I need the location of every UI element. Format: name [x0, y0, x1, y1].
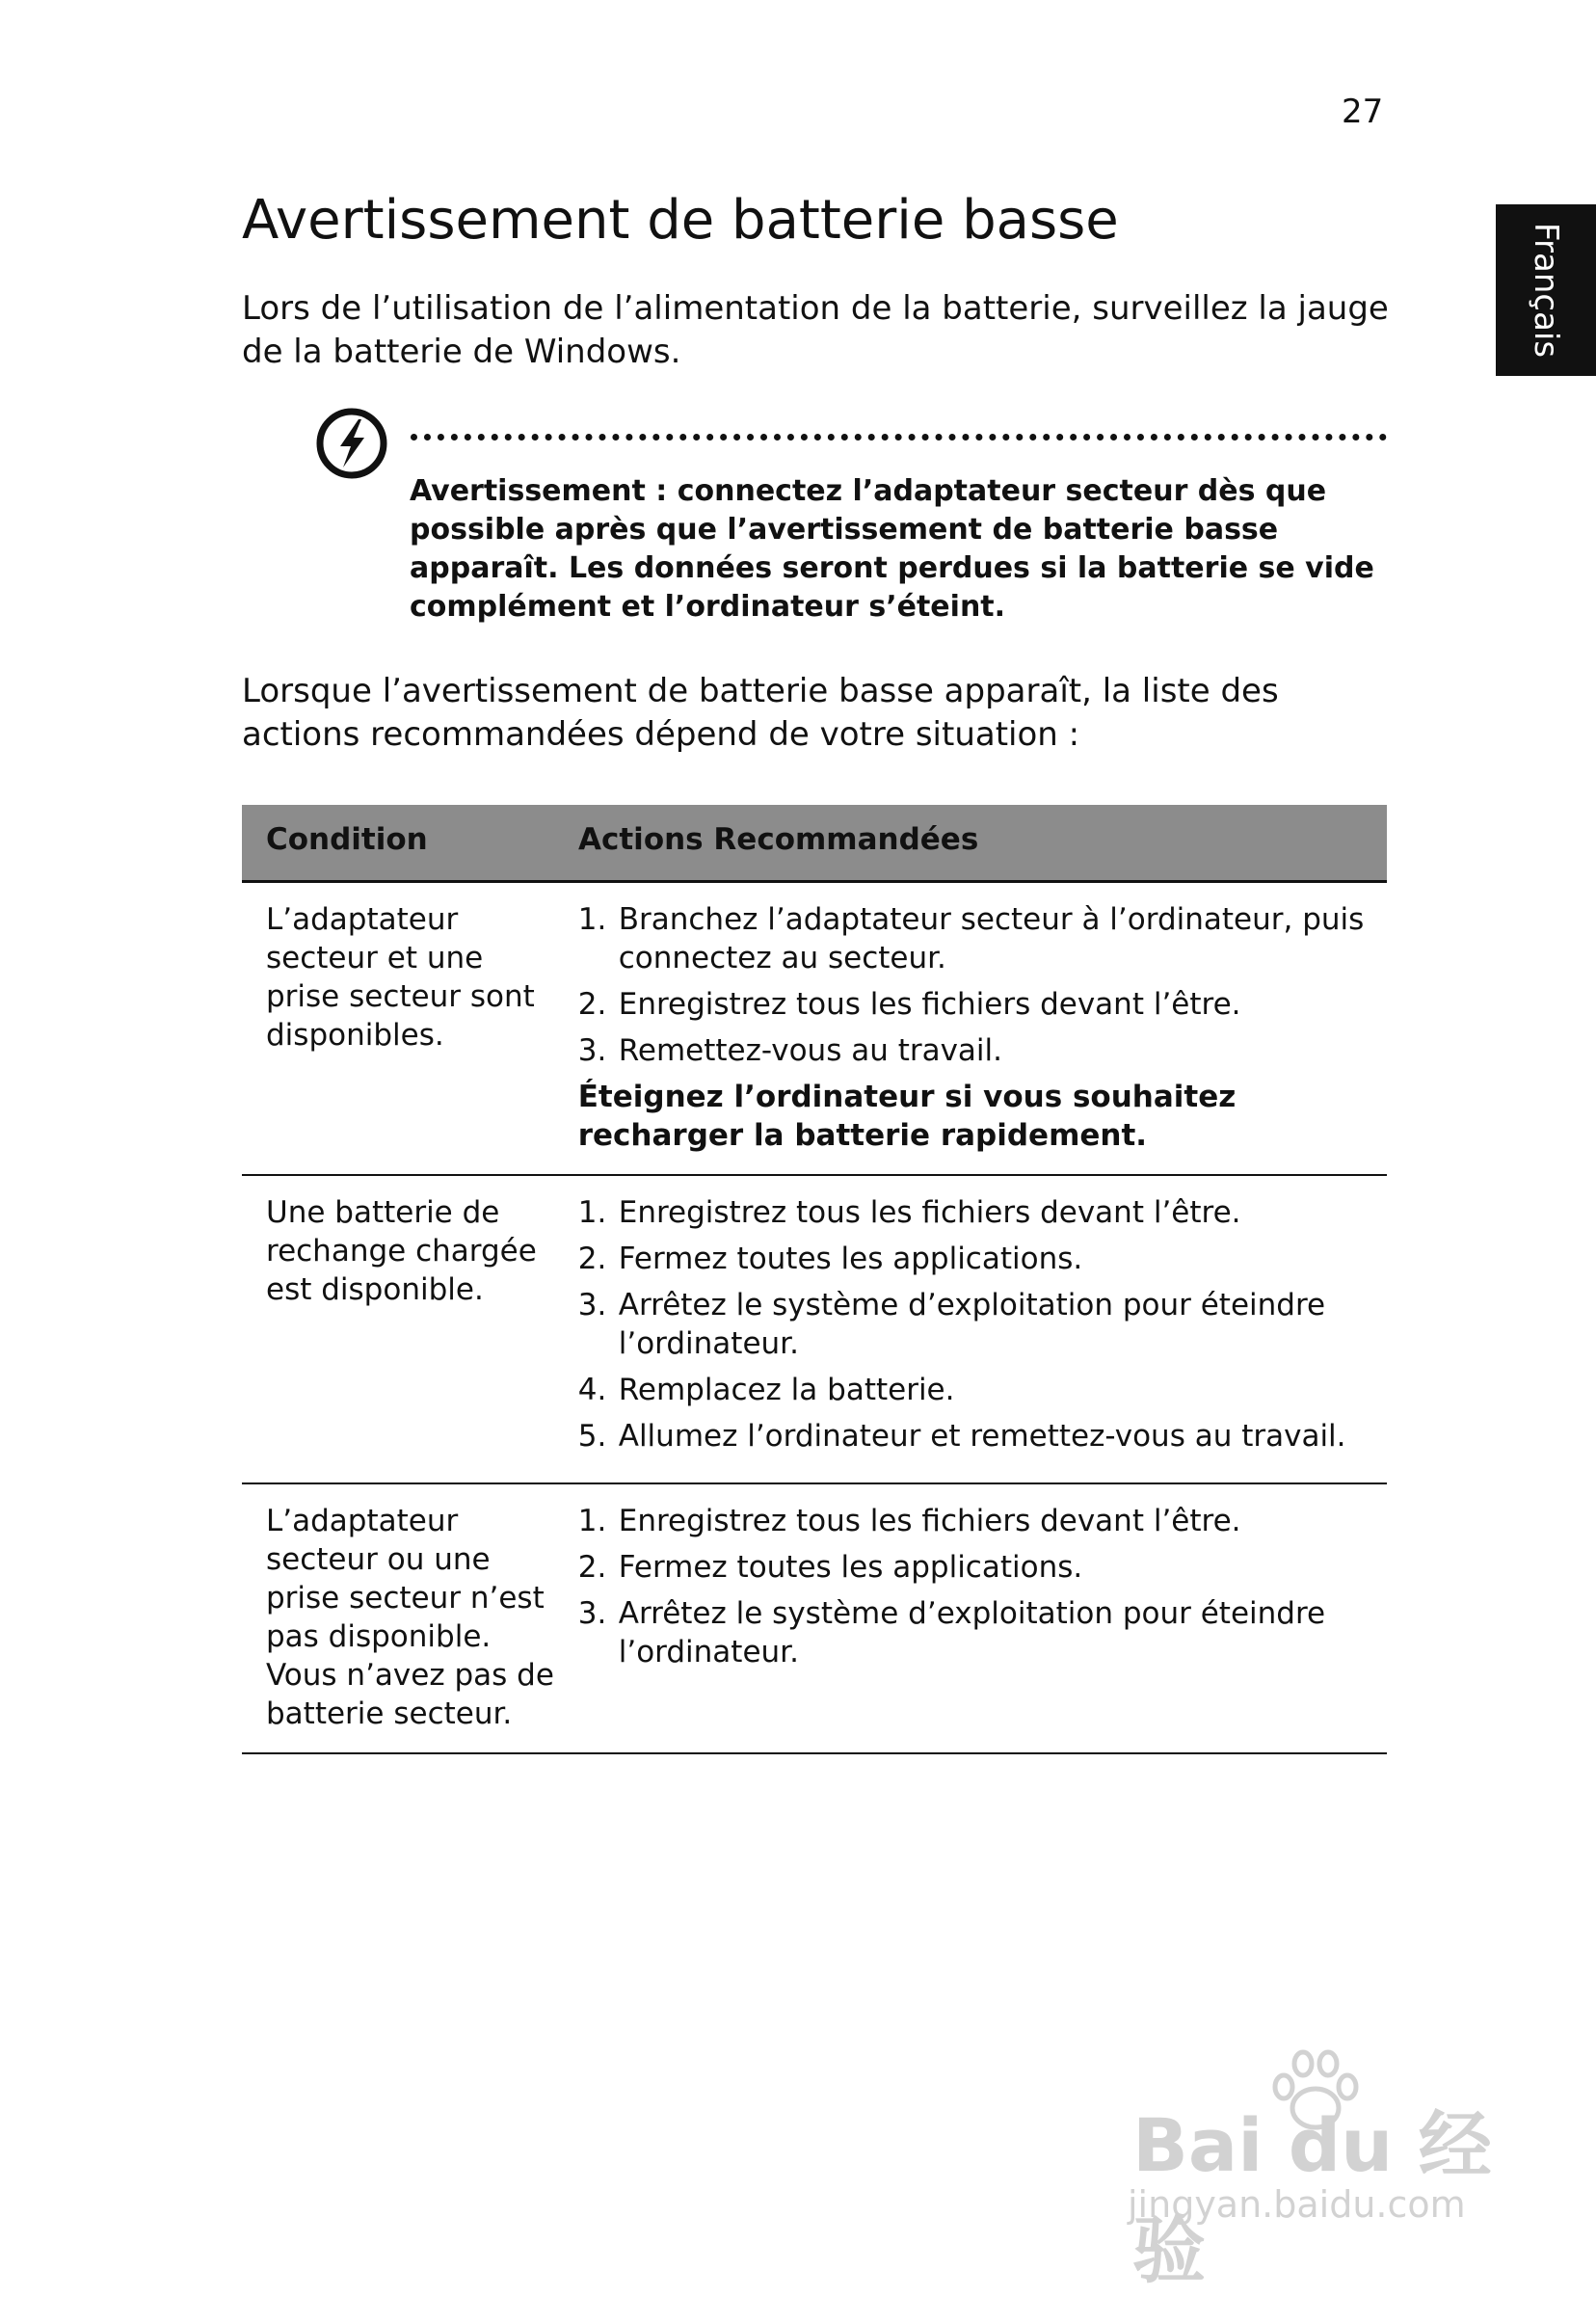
actions-table — [242, 805, 1387, 1754]
language-tab — [1496, 204, 1596, 376]
item-number: 2. — [577, 1550, 607, 1585]
item-number: 2. — [577, 1242, 607, 1276]
list-item — [578, 900, 1387, 977]
item-text: Allumez l’ordinateur et remettez-vous au travail. — [618, 1419, 1346, 1454]
item-text: Arrêtez le système d’exploitation pour éteindre l’ordinateur. — [618, 1596, 1326, 1669]
item-text: Enregistrez tous les fichiers devant l’être. — [618, 1195, 1241, 1230]
table-row — [242, 1484, 1387, 1754]
list-item — [578, 1371, 1387, 1409]
list-item — [578, 1502, 1387, 1540]
actions-cell — [555, 883, 1387, 1174]
condition-cell: Une batterie de rechange chargée est disponible. — [266, 1195, 537, 1307]
page-number: 27 — [1342, 93, 1384, 131]
list-item — [578, 985, 1387, 1024]
watermark-brand: Bai du 经验 — [1132, 2102, 1492, 2293]
condition-cell: L’adaptateur secteur et une prise secteur sont disponibles. — [266, 902, 535, 1053]
lead-paragraph: Lorsque l’avertissement de batterie basse apparaît, la liste des actions recommandées dépend de votre situation : — [242, 672, 1279, 754]
list-item — [578, 1193, 1387, 1232]
header-condition: Condition — [266, 822, 428, 857]
list-item — [578, 1031, 1387, 1070]
header-actions: Actions Recommandées — [578, 822, 979, 857]
item-number: 3. — [577, 1033, 607, 1068]
item-number: 4. — [577, 1373, 607, 1407]
item-number: 1. — [577, 902, 607, 937]
item-text: Arrêtez le système d’exploitation pour éteindre l’ordinateur. — [618, 1288, 1326, 1361]
list-item — [578, 1548, 1387, 1587]
list-item — [578, 1594, 1387, 1671]
item-number: 3. — [577, 1288, 607, 1322]
warning-text: Avertissement : connectez l’adaptateur secteur dès que possible après que l’avertissement de batterie basse apparaît. Les données seront perdues si la batterie se vide complément et l’ordinateur s’éteint. — [410, 474, 1374, 624]
item-text: Remplacez la batterie. — [618, 1373, 955, 1407]
item-number: 5. — [577, 1419, 607, 1454]
actions-cell — [555, 1176, 1387, 1482]
table-row — [242, 1176, 1387, 1484]
item-text: Enregistrez tous les fichiers devant l’être. — [618, 1504, 1241, 1538]
actions-cell — [555, 1484, 1387, 1752]
list-item — [578, 1286, 1387, 1363]
table-header — [242, 805, 1387, 883]
warning-divider — [411, 434, 1387, 441]
watermark-url: jingyan.baidu.com — [1128, 2183, 1466, 2226]
page-title: Avertissement de batterie basse — [242, 189, 1119, 252]
lightning-warning-icon — [314, 406, 389, 481]
item-number: 3. — [577, 1596, 607, 1631]
watermark — [1118, 2048, 1503, 2293]
list-item — [578, 1240, 1387, 1278]
list-item — [578, 1417, 1387, 1456]
intro-paragraph: Lors de l’utilisation de l’alimentation de la batterie, surveillez la jauge de la batterie de Windows. — [242, 289, 1389, 371]
item-text: Remettez-vous au travail. — [618, 1033, 1003, 1068]
item-text: Fermez toutes les applications. — [618, 1242, 1083, 1276]
condition-cell: L’adaptateur secteur ou une prise secteur n’est pas disponible. Vous n’avez pas de batterie secteur. — [266, 1504, 554, 1731]
item-text: Enregistrez tous les fichiers devant l’être. — [618, 987, 1241, 1022]
table-row — [242, 883, 1387, 1176]
item-text: Fermez toutes les applications. — [618, 1550, 1083, 1585]
language-tab-label: Français — [1527, 222, 1565, 359]
item-text: Branchez l’adaptateur secteur à l’ordinateur, puis connectez au secteur. — [618, 902, 1365, 975]
item-number: 1. — [577, 1504, 607, 1538]
bold-note: Éteignez l’ordinateur si vous souhaitez recharger la batterie rapidement. — [577, 1080, 1237, 1153]
item-number: 2. — [577, 987, 607, 1022]
item-number: 1. — [577, 1195, 607, 1230]
